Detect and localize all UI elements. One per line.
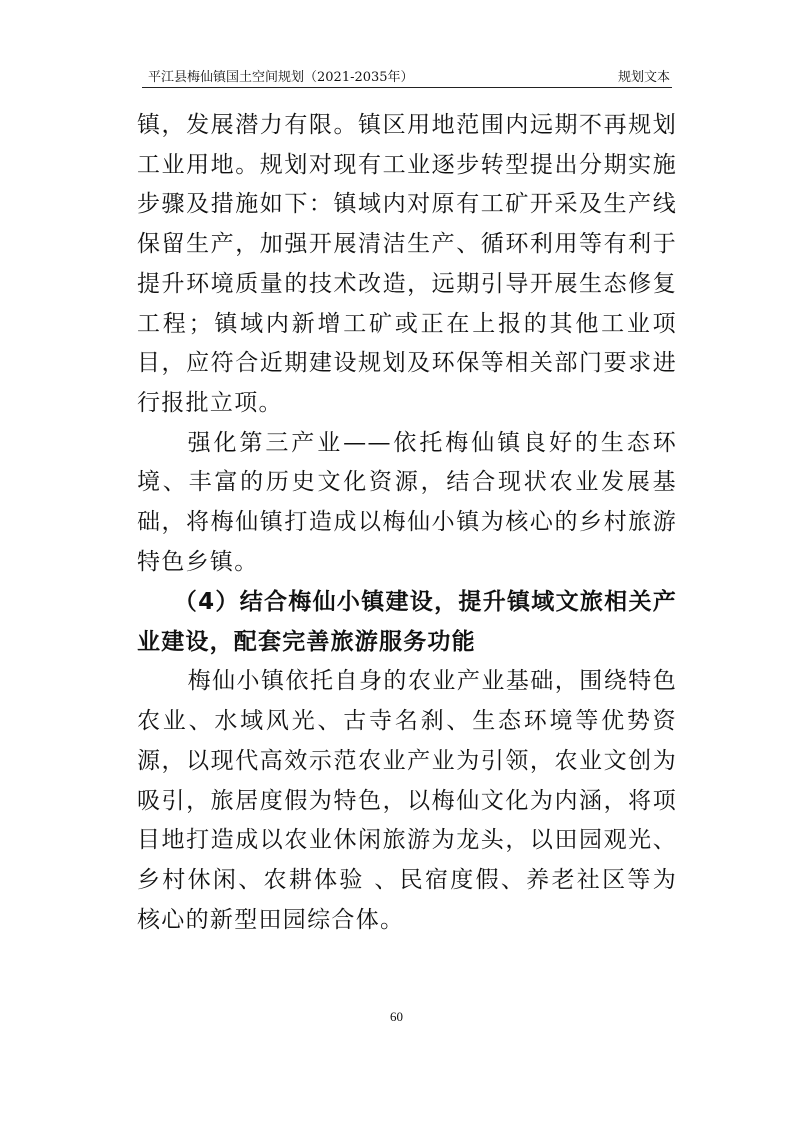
page-number: 60	[390, 1009, 403, 1024]
paragraph-tertiary-industry: 强化第三产业——依托梅仙镇良好的生态环境、丰富的历史文化资源，结合现状农业发展基础，将梅仙镇打造成以梅仙小镇为核心的乡村旅游特色乡镇。	[137, 429, 677, 575]
paragraph-meixian-town: 梅仙小镇依托自身的农业产业基础，围绕特色农业、水域风光、古寺名刹、生态环境等优势资源，以现代高效示范农业产业为引领，农业文创为吸引，旅居度假为特色，以梅仙文化为内涵，将项目地打造成以农业休闲旅游为龙头，以田园观光、乡村休闲、农耕体验 、民宿度假、养老社区等为核心的新型田园综合体。	[137, 668, 677, 933]
section-heading-4: （4）结合梅仙小镇建设，提升镇域文旅相关产业建设，配套完善旅游服务功能	[137, 589, 677, 656]
page-header	[142, 55, 672, 88]
document-type-label: 规划文本	[617, 70, 670, 85]
paragraph-industry-continued: 镇，发展潜力有限。镇区用地范围内远期不再规划工业用地。规划对现有工业逐步转型提出分期实施步骤及措施如下：镇域内对原有工矿开采及生产线保留生产，加强开展清洁生产、循环利用等有利于提升环境质量的技术改造，远期引导开展生态修复工程；镇域内新增工矿或正在上报的其他工业项目，应符合近期建设规划及环保等相关部门要求进行报批立项。	[137, 112, 677, 416]
document-title: 平江县梅仙镇国土空间规划（2021-2035年）	[148, 70, 414, 85]
page-body	[137, 106, 677, 940]
